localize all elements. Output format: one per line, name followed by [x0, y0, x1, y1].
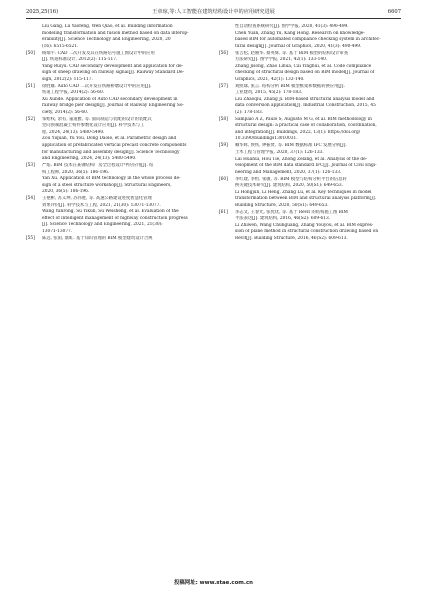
footer-submission-url: 投稿网址: www.stae.com.cn [174, 580, 253, 586]
reference-line: ciety, 2014(2): 56-60. [42, 109, 89, 115]
reference-line: 刘照球, 张言. 结构分析 BIM 模型框架和数据转换应用[J]. [235, 83, 345, 89]
reference-line: sion of plane method in structural construction drawing based on [235, 229, 379, 235]
reference-line: sign of sheep drawing on railway signal[J]. Railway Standard De- [42, 70, 185, 76]
reference-line: (16): 6515-6521. [42, 43, 79, 49]
reference-line: Liu Zhaoqiu, Zhang Ji. BIM-based structural analysis model and [235, 96, 375, 102]
reference-line: Building Structure, 2020, 50(S1): 649-653. [235, 202, 329, 208]
reference-line: Li Zhiwen, Wang Chunguang, Zhang Youyou, et al. BIM expres- [235, 222, 374, 228]
reference-number: [50] [26, 50, 35, 56]
reference-line: based BIM for automated compliance checking system in architec- [235, 37, 381, 43]
reference-line: 铁道工程学报, 2014(2): 56-60. [42, 90, 105, 96]
left-reference-column [26, 24, 202, 243]
reference-entry [219, 117, 395, 143]
reference-line: 效果评价[J]. 科学技术与工程, 2021, 21(30): 13071-13077. [42, 202, 161, 208]
reference-number: [60] [219, 176, 228, 182]
reference-line: 杨瑞宇. CAD 二次开发及其在铁路信号施工图设计中的应用 [42, 50, 155, 56]
reference-line: 10.3390/buildings13010031. [235, 136, 298, 142]
reference-line: Chen Yuan, Zhang Yu, Kang Hong. Research on knowledge- [235, 30, 365, 36]
reference-number: [55] [26, 235, 35, 241]
reference-line: Yan Xu. Application of BIM technology in the whole process de- [42, 176, 181, 182]
reference-line: 工业建筑, 2015, 45(2): 178-183. [235, 90, 303, 96]
reference-entry [26, 163, 202, 196]
reference-line: data conversion application[J]. Industrial Construction, 2015, 45 [235, 103, 376, 109]
reference-line: application of prefabricated vertical precast concrete components [42, 143, 187, 149]
reference-entry [26, 51, 202, 84]
reference-number: [59] [219, 143, 228, 149]
reference-line: Liu Gang, Lu Yaofeng, Wen Qiao, et al. Building information [42, 24, 173, 29]
reference-entry [26, 196, 202, 235]
reference-number: [54] [26, 196, 35, 202]
reference-entry [219, 177, 395, 210]
reference-line: sign of a steel structure workshop[J]. Structural Engineers, [42, 182, 172, 188]
header-page-number: 6607 [387, 9, 401, 15]
reference-line: Zou Yiquan, Yu You, Dong Daole, et al. Parametric design and [42, 136, 177, 142]
reference-entry [26, 236, 202, 243]
reference-number: [52] [26, 116, 35, 122]
reference-entry [219, 143, 395, 176]
reference-line: [J]. Science Technology and Engineering, 2021, 21(30): [42, 222, 163, 228]
reference-line: 赖华辉, 侯铁, 钟振贤, 等. BIM 数据标准 IFC 发展分析[J]. [235, 143, 347, 149]
reference-line: 张吉松, 赵丽华, 蔡英辉, 等. 基于 BIM 模型的结构设计审查 [235, 50, 349, 56]
reference-entry [219, 84, 395, 117]
reference-line: 构工程师, 2020, 36(5): 186-196. [42, 169, 110, 175]
reference-line: Graphics, 2021, 42(1): 133-140. [235, 76, 305, 82]
reference-line: structural design: a practical case of collaboration, coordination, [235, 123, 377, 129]
reference-line: Xu Xunde. Application of Auto CAD secondary development in [42, 96, 178, 102]
reference-line: Li Hongjun, Li Heng, Zhang Lu, et al. Key techniques in model [235, 189, 372, 195]
reference-line: Revit[J]. Building Structure, 2016, 46(S2): 609-613. [235, 235, 348, 241]
reference-line: erability[J]. Science Technology and Engineering, 2020, 20 [42, 37, 171, 43]
reference-line: 2020, 36(5): 186-196. [42, 189, 90, 195]
header-title: 王章琼,等:人工智能在建筑结构设计中的应用研究进展 [152, 9, 275, 15]
reference-entry [219, 51, 395, 84]
reference-line: tural design[J]. Journal of Graphics, 2020, 41(3): 490-499. [235, 43, 362, 49]
reference-entry [219, 24, 395, 50]
reference-line: (2): 178-183. [235, 109, 264, 115]
reference-line: Lai Huahui, Hou Tie, Zhong Zelang, et al. Analysis of the de- [235, 156, 368, 162]
reference-line: 13071-13077. [42, 228, 73, 234]
reference-line: 徐胜雄. Auto CAD 二次开发在铁路桥墩设计中的应用[J]. [42, 83, 152, 89]
reference-line: 邹贻权, 余有, 董道雅, 等. 面向制造与装配的设计的装配式 [42, 116, 152, 122]
reference-line: transformation between BIM and structural analysis platform[J]. [235, 196, 377, 202]
reference-entry [26, 24, 202, 50]
reference-number: [58] [219, 116, 228, 122]
reference-line: 严焰. BIM 技术在某钢结构厂房全过程设计中的应用[J]. 结 [42, 163, 154, 169]
reference-line: Yang Ruiyu. CAD secondary development and application for de- [42, 63, 183, 69]
right-reference-column [219, 24, 395, 243]
reference-line: 方法研究[J]. 图学学报, 2021, 42(1): 133-140. [235, 57, 328, 63]
reference-line: modeling transformation and fusion method based on data interop- [42, 30, 189, 36]
reference-line: sign, 2012(2): 115-117. [42, 76, 93, 82]
reference-line: 换关键技术研究[J]. 建筑结构, 2020, 50(S1): 649-653. [235, 183, 344, 189]
reference-entry [26, 117, 202, 163]
reference-number: [51] [26, 83, 35, 89]
reference-line: 土木工程与管理学报, 2020, 37(1): 126-133. [235, 149, 324, 155]
reference-line: effect of intelligent management of highway construction progress [42, 215, 188, 221]
reference-line: 李红建, 李恒, 张敏, 等. BIM 模型与结构分析平台的信息转 [235, 176, 347, 182]
running-header [26, 6, 401, 18]
reference-line: velopment of the BIM data standard IFC[J]. Journal of Civil Engi- [235, 163, 377, 169]
reference-line: Zhang Jisong, Zhao Lihua, Cai Yinghui, et al. Code compliance [235, 63, 372, 69]
reference-line: and integration[J]. Buildings, 2022, 13(1): https://doi.org/ [235, 129, 361, 135]
reference-line: Sampaio A Z, Paulo S, Augusto M G, et al. BIM methodology in [235, 116, 372, 122]
reference-line: 性自动检查系统研究[J]. 图学学报, 2020, 41(3): 490-499. [235, 24, 349, 29]
reference-line: neering and Management, 2020, 37(1): 126-133. [235, 169, 342, 175]
reference-line: [J]. 铁道标准设计, 2012(2): 115-117. [42, 57, 118, 63]
reference-entry [26, 84, 202, 117]
reference-number: [56] [219, 50, 228, 56]
reference-line: railway bridge pier design[J]. Journal of Railway Engineering So- [42, 103, 184, 109]
reference-number: [57] [219, 83, 228, 89]
reference-line: 王艳彬, 苏义坤, 苏伟胜, 等. 高速公路建设进度智慧化管理 [42, 196, 152, 202]
reference-line: for manufacturing and assembly design[J]. Science Technology [42, 149, 180, 155]
reference-entry [219, 210, 395, 243]
reference-line: 李志文, 王春光, 张优优, 等. 基于 Revit 的结构施工图 BIM [235, 209, 348, 215]
reference-line: 竖向预制混凝土构件参数化设计应用[J]. 科学技术与工 [42, 123, 145, 129]
header-divider [26, 18, 401, 19]
reference-line: 平法表达[J]. 建筑结构, 2016, 46(S2): 609-613. [235, 216, 331, 222]
reference-number: [61] [219, 209, 228, 215]
reference-line: and Engineering, 2024, 24(13): 5480-5490. [42, 156, 137, 162]
reference-line: Wang Yanrong, Su Yikun, Su Weisheng, et al. Evaluation of the [42, 209, 179, 215]
reference-line: checking of structural design based on BIM model[J]. Journal of [235, 70, 375, 76]
header-volume: 2025,25(16) [26, 9, 59, 15]
reference-line: 陈远, 张雨, 康虹. 基于知识管理的 BIM 模型建筑设计合规 [42, 235, 153, 241]
reference-line: 程, 2024, 24(13): 5480-5490. [42, 129, 105, 135]
reference-number: [53] [26, 163, 35, 169]
